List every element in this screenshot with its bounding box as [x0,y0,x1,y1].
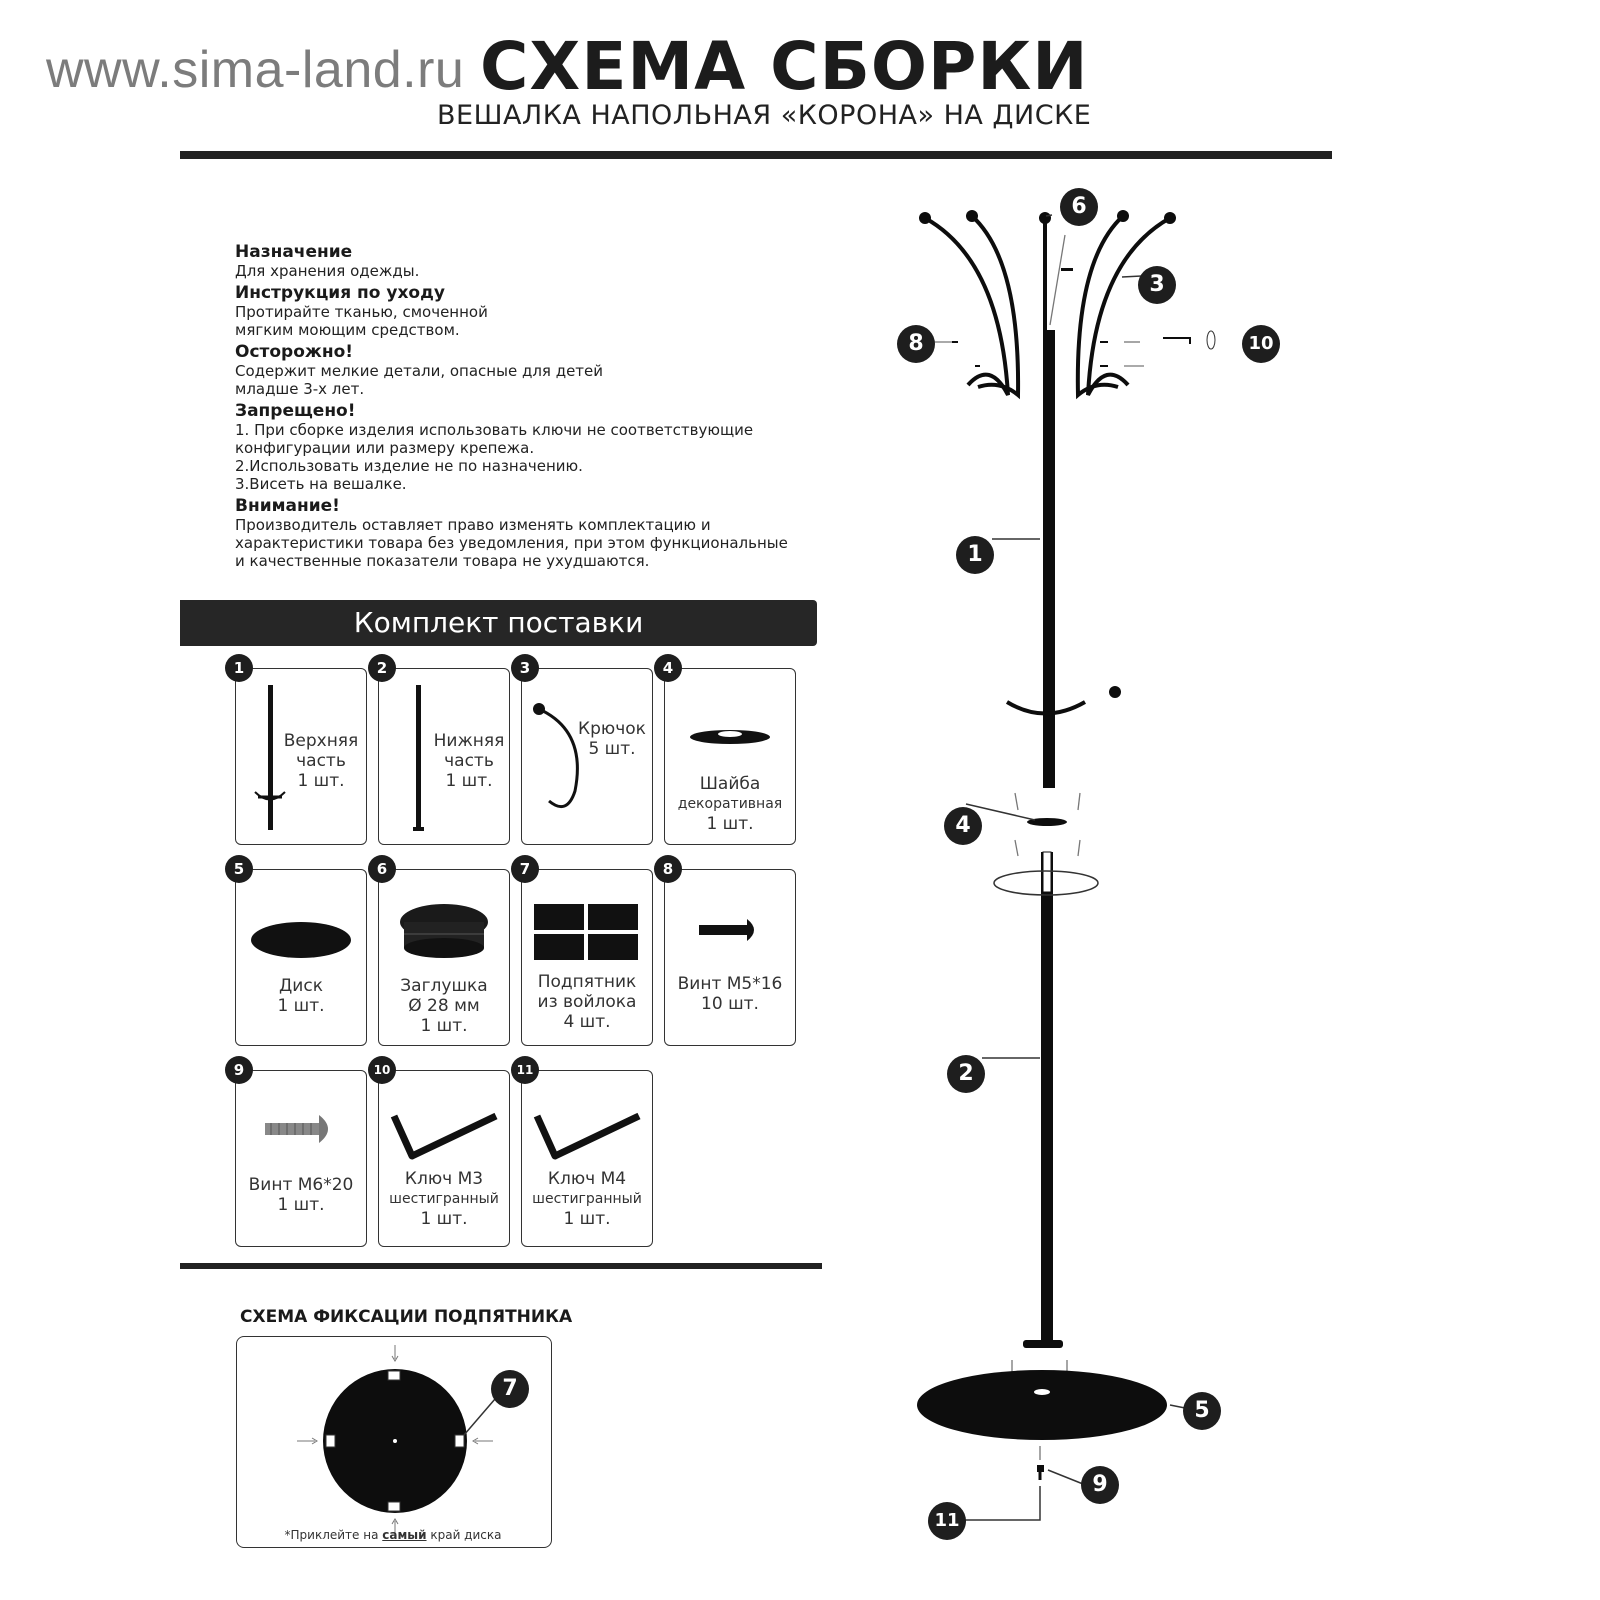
fixation-title: СХЕМА ФИКСАЦИИ ПОДПЯТНИКА [240,1307,573,1327]
kit-item-4 [664,668,796,845]
felt-pad-top [388,1371,400,1380]
fixation-note-bold: самый [382,1528,427,1542]
kit-item-5 [235,869,367,1046]
kit-item-7 [521,869,653,1046]
kit-item-label: Заглушка Ø 28 мм 1 шт. [400,976,488,1036]
kit-item-3 [521,668,653,845]
kit-item-label: Диск 1 шт. [277,976,325,1016]
kit-item-label: Винт М6*20 1 шт. [248,1175,354,1215]
fixation-callout: 7 [491,1370,529,1408]
attention-text: Производитель оставляет право изменять комплектацию и характеристики товара без уведомления, при этом функциональные и качественные показатели товара не ухудшаются. [235,516,788,570]
kit-item-6 [378,869,510,1046]
kit-item-number-badge: 2 [368,654,396,682]
assembly-callout-3: 3 [1138,266,1176,304]
header-divider [180,151,1332,159]
kit-item-number-badge: 3 [511,654,539,682]
care-text: Протирайте тканью, смоченной мягким моющим средством. [235,303,488,339]
assembly-callout-11: 11 [928,1502,966,1540]
caution-heading: Осторожно! [235,342,354,362]
kit-item-label: Крючок 5 шт. [578,719,646,759]
kit-item-label: Нижняя часть 1 шт. [433,731,505,791]
kit-item-9 [235,1070,367,1247]
page-subtitle: ВЕШАЛКА НАПОЛЬНАЯ «КОРОНА» НА ДИСКЕ [437,100,1092,131]
kit-item-number-badge: 9 [225,1056,253,1084]
base-disk [917,1370,1167,1440]
fixation-note [236,1528,550,1542]
felt-pad-left [326,1435,335,1447]
attention-heading: Внимание! [235,496,340,516]
caution-text: Содержит мелкие детали, опасные для детей младше 3-х лет. [235,362,604,398]
purpose-heading: Назначение [235,242,353,262]
page-title: СХЕМА СБОРКИ [480,28,1089,105]
assembly-callout-4: 4 [944,807,982,845]
kit-item-number-badge: 11 [511,1056,539,1084]
info-block [235,243,855,574]
assembly-diagram [880,180,1300,1570]
screw-m6-icon [261,1111,341,1151]
kit-item-number-badge: 7 [511,855,539,883]
fixation-note-prefix: *Приклейте на [284,1528,383,1542]
felt-pad-bottom [388,1502,400,1511]
kit-item-label: Верхняя часть 1 шт. [283,731,359,791]
assembly-callout-6: 6 [1060,188,1098,226]
fixation-note-suffix: край диска [426,1528,502,1542]
kit-item-label: Ключ М4 шестигранный 1 шт. [532,1169,642,1229]
kit-item-8 [664,869,796,1046]
lower-pole [1041,852,1053,1340]
assembly-callout-5: 5 [1183,1392,1221,1430]
kit-item-number-badge: 5 [225,855,253,883]
kit-item-number-badge: 8 [654,855,682,883]
forbidden-heading: Запрещено! [235,401,356,421]
care-heading: Инструкция по уходу [235,283,445,303]
kit-item-number-badge: 1 [225,654,253,682]
screw-m5-icon [695,915,765,949]
section-divider [180,1263,822,1269]
fixation-disk-diagram [237,1337,551,1547]
assembly-callout-8: 8 [897,325,935,363]
felt-pads-icon [530,900,640,970]
kit-item-number-badge: 6 [368,855,396,883]
disk-icon [246,915,356,969]
assembly-callout-2: 2 [947,1055,985,1093]
kit-item-11 [521,1070,653,1247]
assembly-callout-1: 1 [956,536,994,574]
kit-item-10 [378,1070,510,1247]
kit-item-number-badge: 10 [368,1056,396,1084]
forbidden-text: 1. При сборке изделия использовать ключи не соответствующие конфигурации или размеру крепежа. 2.Использовать изделие не по назначению. 3.Висеть на вешалке. [235,421,754,493]
assembly-callout-10: 10 [1242,325,1280,363]
washer-icon [685,724,775,754]
felt-pad-right [455,1435,464,1447]
kit-item-label: Ключ М3 шестигранный 1 шт. [389,1169,499,1229]
kit-item-1 [235,668,367,845]
kit-title-bar: Комплект поставки [180,600,817,646]
kit-item-number-badge: 4 [654,654,682,682]
kit-item-2 [378,668,510,845]
kit-item-label: Шайба декоративная 1 шт. [677,774,783,834]
kit-item-label: Подпятник из войлока 4 шт. [537,972,637,1032]
watermark: www.sima-land.ru [46,41,465,99]
upper-pole [1043,330,1055,788]
hex-key-m3-icon [384,1106,504,1170]
fixation-box [236,1336,552,1548]
plug-icon [394,900,494,974]
hex-key-m4-icon [527,1106,647,1170]
assembly-callout-9: 9 [1081,1466,1119,1504]
kit-item-label: Винт М5*16 10 шт. [677,974,783,1014]
purpose-text: Для хранения одежды. [235,262,420,280]
